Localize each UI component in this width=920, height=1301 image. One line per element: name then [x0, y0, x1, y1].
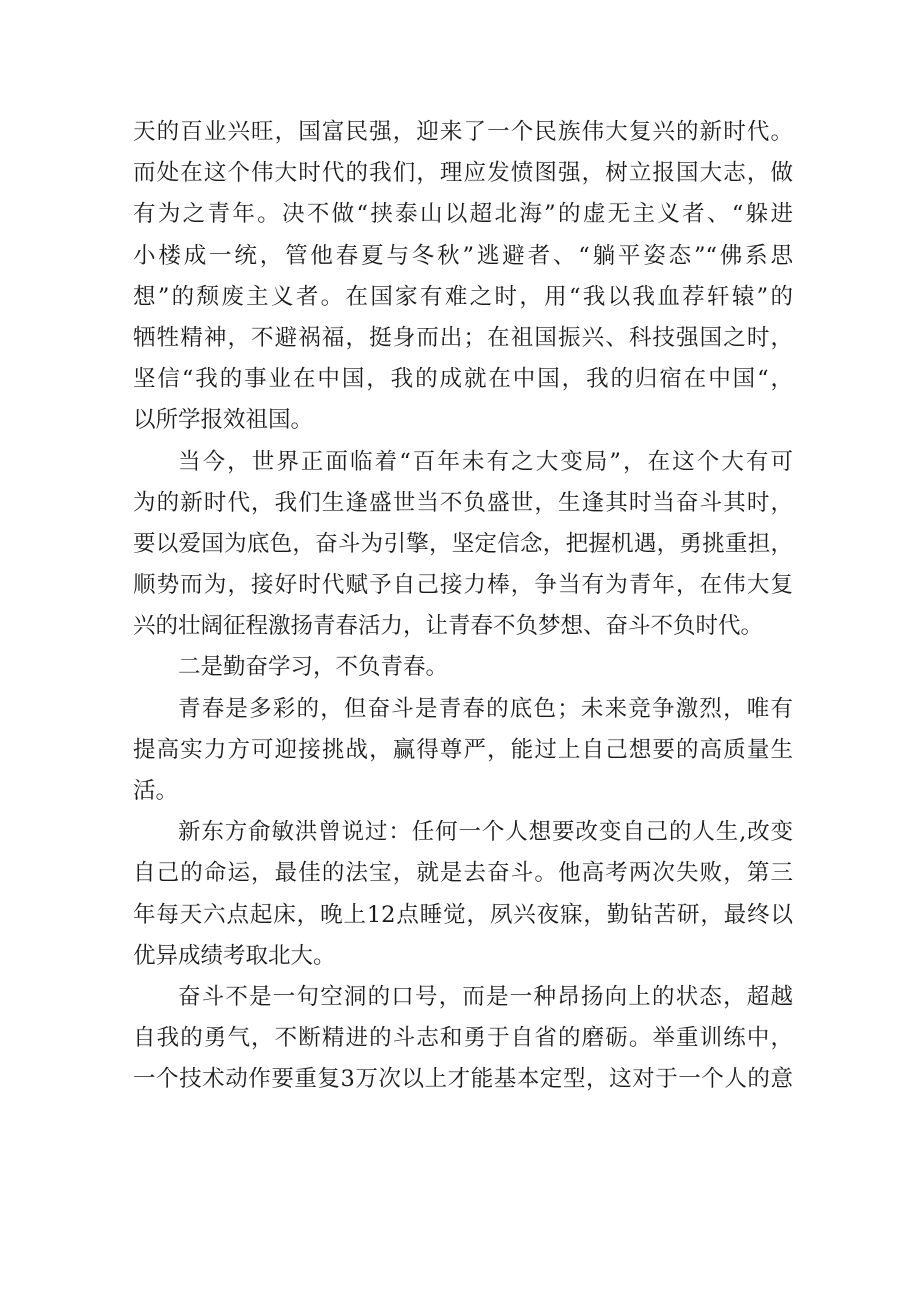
text-line: 奋斗不是一句空洞的口号，而是一种昂扬向上的状态，超越: [178, 983, 793, 1010]
text-line: 青春是多彩的，但奋斗是青春的底色；未来竞争激烈，唯有: [178, 695, 793, 722]
text-line: 自我的勇气，不断精进的斗志和勇于自省的磨砺。举重训练中，: [133, 1025, 793, 1052]
text-line: 天的百业兴旺，国富民强，迎来了一个民族伟大复兴的新时代。: [133, 119, 793, 145]
text-line: 自己的命运，最佳的法宝，就是去奋斗。他高考两次失败，第三: [133, 860, 793, 887]
text-line: 优异成绩考取北大。: [133, 942, 336, 969]
text-line: 新东方俞敏洪曾说过：任何一个人想要改变自己的人生,改变: [178, 819, 793, 846]
document-page: [133, 112, 793, 1101]
text-line: 而处在这个伟大时代的我们，理应发愤图强，树立报国大志，做: [133, 160, 793, 187]
text-line: 坚信“我的事业在中国，我的成就在中国，我的归宿在中国“，: [133, 366, 793, 393]
text-line: 活。: [133, 778, 179, 804]
text-line: 提高实力方可迎接挑战，赢得尊严，能过上自己想要的高质量生: [133, 736, 793, 763]
text-line: 顺势而为，接好时代赋予自己接力棒，争当有为青年，在伟大复: [133, 572, 793, 599]
text-line: 想”的颓废主义者。在国家有难之时，用“我以我血荐轩辕”的: [133, 283, 793, 310]
text-line: 有为之青年。决不做“挟泰山以超北海”的虚无主义者、“躲进: [133, 201, 793, 228]
section-heading: 二是勤奋学习，不负青春。: [178, 654, 449, 681]
text-line: 以所学报效祖国。: [133, 407, 314, 434]
text-line: 年每天六点起床，晚上12点睡觉，夙兴夜寐，勤钻苦研，最终以: [133, 901, 793, 928]
text-line: 牺牲精神，不避祸福，挺身而出；在祖国振兴、科技强国之时，: [133, 324, 793, 351]
text-line: 为的新时代，我们生逢盛世当不负盛世，生逢其时当奋斗其时，: [133, 489, 793, 516]
text-line: 要以爱国为底色，奋斗为引擎，坚定信念，把握机遇，勇挑重担，: [133, 530, 793, 557]
text-line: 小楼成一统，管他春夏与冬秋”逃避者、“躺平姿态”“佛系思: [133, 242, 793, 269]
text-line: 兴的壮阔征程激扬青春活力，让青春不负梦想、奋斗不负时代。: [133, 613, 764, 640]
text-line: 一个技术动作要重复3万次以上才能基本定型，这对于一个人的意: [133, 1066, 793, 1093]
text-line: 当今，世界正面临着“百年未有之大变局”，在这个大有可: [178, 448, 793, 475]
